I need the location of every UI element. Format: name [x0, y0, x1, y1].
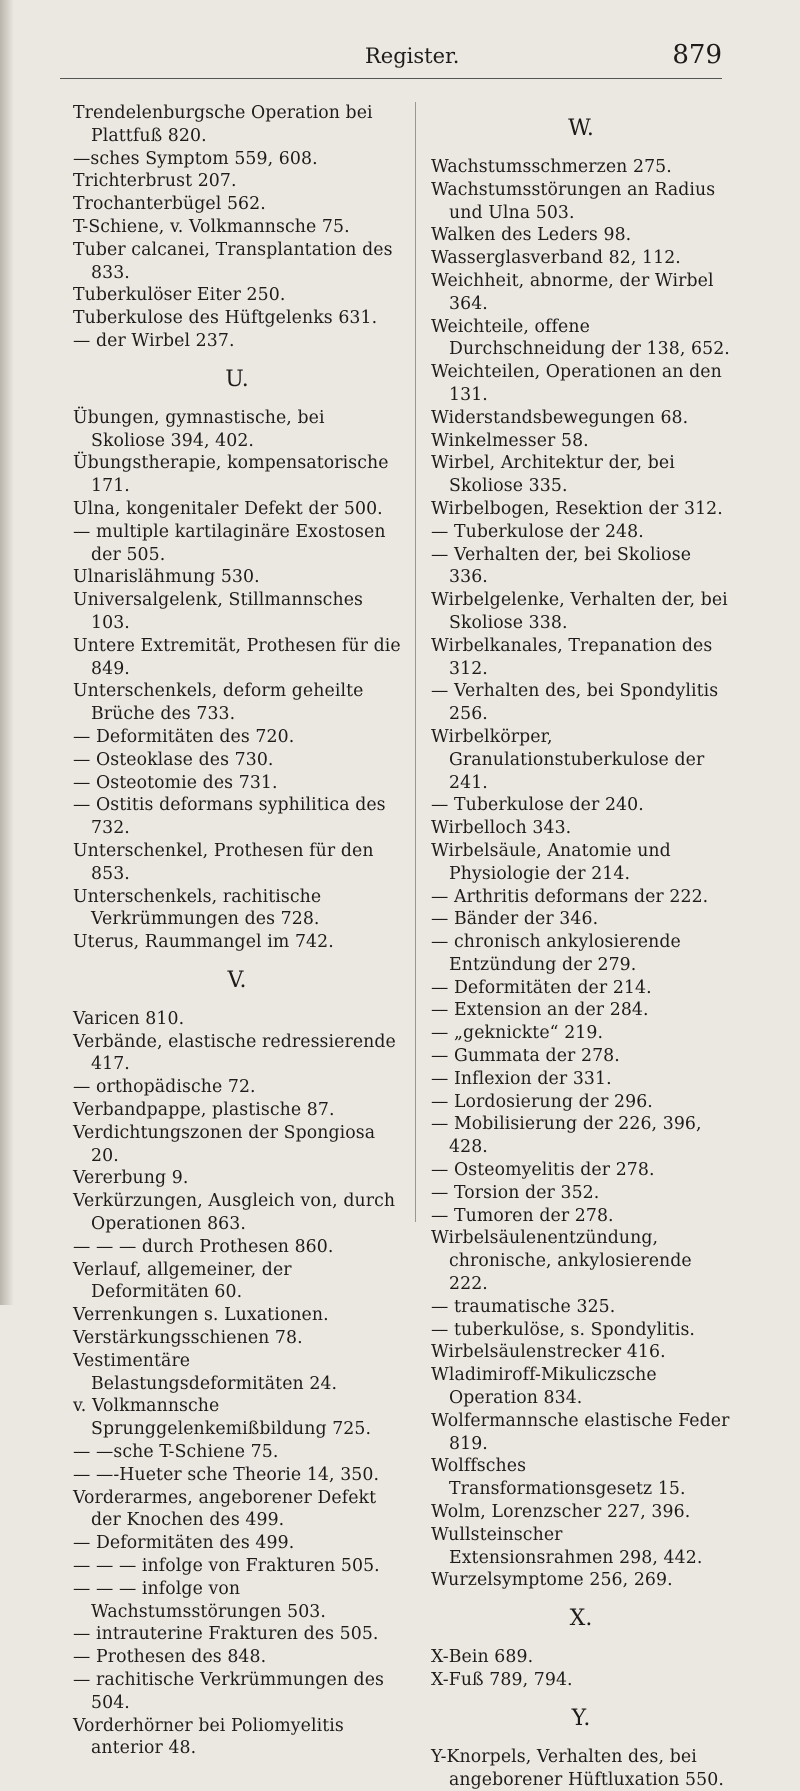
index-entry: — Gummata der 278.: [431, 1046, 620, 1067]
section-letter: U.: [225, 366, 249, 392]
index-entry: Ulna, kongenitaler Defekt der 500.: [73, 498, 383, 519]
index-entry: Wirbelsäulenstrecker 416.: [431, 1342, 666, 1363]
section-letter: Y.: [571, 1705, 591, 1731]
index-entry: Vestimentäre Belastungsdeformitäten 24.: [73, 1350, 338, 1394]
index-column-left: [73, 102, 401, 1760]
page-edge-shadow: [0, 0, 14, 1305]
index-entry: Trochanterbügel 562.: [73, 194, 266, 215]
page-number: 879: [672, 40, 722, 70]
index-entry: Vererbung 9.: [73, 1168, 189, 1189]
index-entry: — traumatische 325.: [431, 1296, 616, 1317]
section-letter: V.: [227, 967, 247, 993]
index-entry: Tuberkulose des Hüftgelenks 631.: [73, 308, 378, 329]
index-entry: Wirbelgelenke, Verhalten der, bei Skoliose 338.: [431, 590, 728, 633]
index-entry: Wirbelbogen, Resektion der 312.: [431, 498, 723, 519]
index-entry: Weichteile, offene Durchschneidung der 138, 652.: [431, 316, 730, 360]
index-entry: Übungen, gymnastische, bei Skoliose 394, 402.: [73, 407, 325, 451]
index-entry: — — — durch Prothesen 860.: [73, 1236, 334, 1257]
index-entry: Wurzelsymptome 256, 269.: [431, 1570, 673, 1591]
section-letter: W.: [568, 116, 594, 141]
index-entry: Unterschenkels, deform geheilte Brüche des 733.: [73, 681, 364, 725]
index-entry: — Prothesen des 848.: [73, 1647, 267, 1668]
index-entry: — Osteoklase des 730.: [73, 749, 274, 770]
index-entry: — der Wirbel 237.: [73, 330, 235, 351]
index-entry: Wirbelkanales, Trepanation des 312.: [431, 635, 713, 679]
index-entry: Unterschenkels, rachitische Verkrümmungen des 728.: [73, 886, 322, 930]
index-entry: X-Fuß 789, 794.: [431, 1670, 573, 1690]
index-entry: v. Volkmannsche Sprunggelenkemißbildung 725.: [73, 1396, 372, 1440]
index-entry: — Extension an der 284.: [431, 1000, 649, 1021]
index-entry: —sches Symptom 559, 608.: [73, 148, 318, 169]
index-entry: Unterschenkel, Prothesen für den 853.: [73, 840, 374, 884]
index-entry: — intrauterine Frakturen des 505.: [73, 1624, 379, 1645]
index-entry: — Arthritis deformans der 222.: [431, 886, 709, 907]
index-entry: — Tumoren der 278.: [431, 1205, 614, 1226]
index-entry: — Verhalten der, bei Skoliose 336.: [431, 544, 692, 588]
index-entry: Weichheit, abnorme, der Wirbel 364.: [431, 270, 714, 314]
index-entry: Übungstherapie, kompensatorische 171.: [73, 453, 389, 497]
index-entry: — — — infolge von Wachstumsstörungen 503.: [73, 1578, 326, 1622]
index-entry: Wirbelsäulenentzündung, chronische, ankylosierende 222.: [431, 1228, 692, 1295]
index-entry: Wolfermannsche elastische Feder 819.: [431, 1410, 730, 1454]
header-rule: [60, 78, 722, 79]
index-entry: Winkelmesser 58.: [431, 430, 589, 451]
index-entry: — — — infolge von Frakturen 505.: [73, 1556, 380, 1577]
index-entry: — Tuberkulose der 240.: [431, 795, 644, 816]
index-entry: Wirbel, Architektur der, bei Skoliose 335.: [431, 453, 675, 497]
index-entry: — multiple kartilaginäre Exostosen der 505.: [73, 521, 386, 565]
index-entry: Wirbelkörper, Granulationstuberkulose der 241.: [431, 726, 705, 793]
index-entry: Weichteilen, Operationen an den 131.: [431, 362, 722, 405]
index-entry: Vorderhörner bei Poliomyelitis anterior 48.: [73, 1715, 344, 1759]
index-entry: Verlauf, allgemeiner, der Deformitäten 60.: [73, 1259, 292, 1303]
index-entry: X-Bein 689.: [431, 1647, 534, 1668]
index-entry: T-Schiene, v. Volkmannsche 75.: [73, 216, 350, 237]
index-entry: Walken des Leders 98.: [431, 225, 632, 246]
index-entry: — Osteomyelitis der 278.: [431, 1160, 655, 1181]
page-header: [60, 40, 722, 78]
index-entry: Tuberkulöser Eiter 250.: [73, 285, 286, 306]
index-entry: Wasserglasverband 82, 112.: [431, 248, 681, 269]
index-entry: — „geknickte“ 219.: [431, 1023, 604, 1044]
index-entry: — Deformitäten des 499.: [73, 1533, 295, 1554]
index-entry: Verstärkungsschienen 78.: [73, 1328, 303, 1349]
index-entry: Wladimiroff-Mikuliczsche Operation 834.: [431, 1365, 657, 1409]
index-entry: — Bänder der 346.: [431, 909, 599, 930]
index-entry: Wirbelsäule, Anatomie und Physiologie der 214.: [431, 840, 671, 884]
index-entry: Wachstumsschmerzen 275.: [431, 157, 672, 177]
index-entry: — Ostitis deformans syphilitica des 732.: [73, 795, 386, 839]
index-entry: Y-Knorpels, Verhalten des, bei angeborener Hüftluxation 550.: [431, 1746, 724, 1790]
index-entry: — Verhalten des, bei Spondylitis 256.: [431, 681, 719, 725]
column-divider: [415, 102, 416, 1222]
index-entry: Uterus, Raummangel im 742.: [73, 932, 334, 953]
index-entry: Wirbelloch 343.: [431, 818, 572, 839]
index-entry: Wullsteinscher Extensionsrahmen 298, 442.: [431, 1524, 703, 1568]
index-entry: Untere Extremität, Prothesen für die 849.: [73, 635, 401, 679]
index-entry: Trendelenburgsche Operation bei Plattfuß 820.: [73, 103, 373, 146]
index-entry: Verkürzungen, Ausgleich von, durch Operationen 863.: [73, 1191, 396, 1235]
index-entry: — Torsion der 352.: [431, 1182, 600, 1203]
index-entry: Ulnarislähmung 530.: [73, 567, 260, 588]
index-entry: Trichterbrust 207.: [73, 171, 237, 192]
index-entry: Universalgelenk, Stillmannsches 103.: [73, 590, 363, 633]
index-entry: Verdichtungszonen der Spongiosa 20.: [73, 1122, 376, 1166]
index-entry: — Inflexion der 331.: [431, 1068, 612, 1089]
index-entry: Verbandpappe, plastische 87.: [73, 1100, 335, 1121]
index-entry: Verbände, elastische redressierende 417.: [73, 1031, 396, 1075]
index-entry: — Lordosierung der 296.: [431, 1091, 653, 1112]
section-letter: X.: [569, 1606, 593, 1632]
index-entry: — Deformitäten des 720.: [73, 726, 295, 747]
index-column-right: [431, 102, 731, 1791]
index-entry: Wolffsches Transformationsgesetz 15.: [431, 1456, 686, 1500]
page-title: Register.: [365, 44, 460, 68]
index-entry: — —-Hueter sche Theorie 14, 350.: [73, 1464, 380, 1485]
index-entry: — Osteotomie des 731.: [73, 772, 278, 793]
index-entry: — Tuberkulose der 248.: [431, 521, 644, 542]
index-entry: Verrenkungen s. Luxationen.: [73, 1305, 329, 1326]
index-entry: — chronisch ankylosierende Entzündung der 279.: [431, 932, 681, 975]
index-entry: Widerstandsbewegungen 68.: [431, 407, 689, 428]
index-entry: — orthopädische 72.: [73, 1077, 256, 1098]
index-entry: Tuber calcanei, Transplantation des 833.: [73, 239, 393, 283]
index-entry: Vorderarmes, angeborener Defekt der Knochen des 499.: [73, 1487, 377, 1531]
index-entry: Varicen 810.: [73, 1008, 185, 1029]
index-entry: — tuberkulöse, s. Spondylitis.: [431, 1319, 696, 1340]
index-entry: — rachitische Verkrümmungen des 504.: [73, 1670, 384, 1713]
index-entry: Wachstumsstörungen an Radius und Ulna 503.: [431, 179, 716, 223]
index-entry: Wolm, Lorenzscher 227, 396.: [431, 1502, 691, 1523]
index-entry: — —sche T-Schiene 75.: [73, 1442, 279, 1463]
index-entry: — Deformitäten der 214.: [431, 977, 652, 998]
index-entry: — Mobilisierung der 226, 396, 428.: [431, 1114, 702, 1158]
